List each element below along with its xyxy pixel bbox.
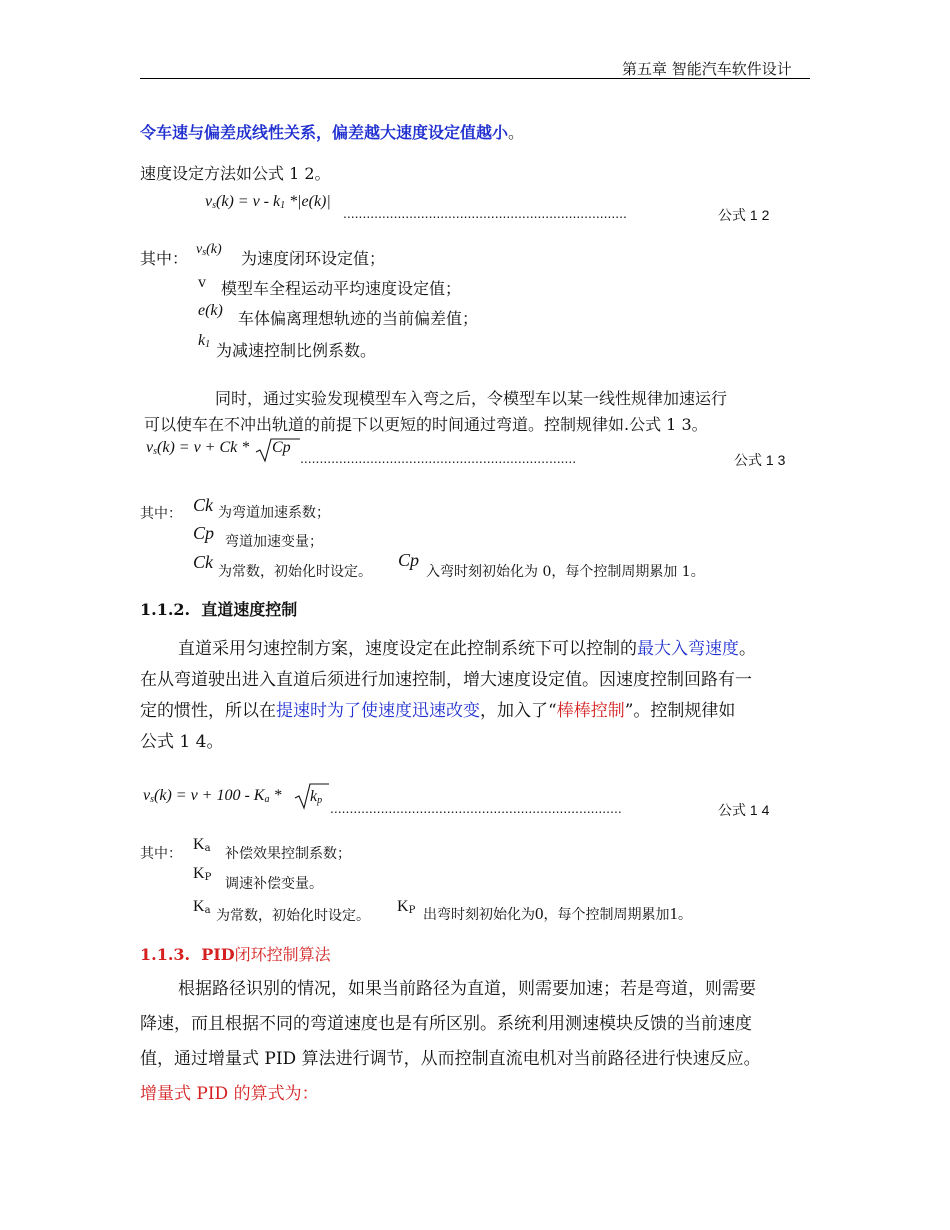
kp2-desc-a: 出弯时刻初始化为 xyxy=(423,907,535,923)
ka-desc: 补偿效果控制系数； xyxy=(225,846,351,862)
para3-line1: 根据路径识别的情况，如果当前路径为直道，则需要加速；若是弯道，则需要 xyxy=(178,979,756,999)
vs-sub: s xyxy=(202,247,207,258)
kp2-desc xyxy=(423,904,692,924)
kp2-one: 1 xyxy=(669,904,678,923)
section-112-heading xyxy=(140,597,297,620)
section-112-title: 直道速度控制 xyxy=(201,600,298,619)
ck-symbol: Ck xyxy=(193,495,213,515)
eq12-k-sub: 1 xyxy=(280,200,286,211)
method-line: 速度设定方法如公式 1 2。 xyxy=(140,164,331,183)
para3-line3: 值，通过增量式 PID 算法进行调节，从而控制直流电机对当前路径进行快速反应。 xyxy=(140,1049,761,1069)
eq12-leader: ......................................................................... xyxy=(343,205,627,221)
eq14-mul: * xyxy=(269,787,282,804)
v-symbol: v xyxy=(198,274,206,291)
para1-line2: 可以使车在不冲出轨道的前提下以更短的时间通过弯道。控制规律如.公式 1 3。 xyxy=(144,415,708,434)
section-112-number: 1.1.2. xyxy=(140,600,191,619)
eq14-ka-sub: a xyxy=(264,794,270,805)
where1-vs-row xyxy=(196,238,222,258)
kp2-desc-b: ，每个控制周期累加 xyxy=(543,907,670,923)
para2-l1b: 最大入弯速度 xyxy=(637,639,739,659)
eq14-lhs-sub: s xyxy=(150,794,155,805)
k-desc: 为减速控制比例系数。 xyxy=(216,341,377,360)
vs-desc: 为速度闭环设定值； xyxy=(241,249,386,268)
eq12-rhs: *|e(k)| xyxy=(285,193,331,210)
ka2-sub: a xyxy=(204,905,211,916)
eq14-leader: ........................................................................... xyxy=(330,800,622,816)
eq13-lhs-sub: s xyxy=(153,446,158,457)
ka2-symbol: K xyxy=(193,898,205,915)
eq14-root-sub: p xyxy=(317,795,323,806)
eq13-rhs: (k) = v + Ck * xyxy=(157,439,250,456)
ck2-desc: 为常数，初始化时设定。 xyxy=(218,564,372,580)
kp2-end: 。 xyxy=(678,907,692,923)
para2-l1c: 。 xyxy=(739,639,756,659)
ka2-row xyxy=(193,896,211,916)
kp2-row xyxy=(397,896,415,916)
equation-12 xyxy=(205,191,331,211)
equation-13 xyxy=(146,437,249,457)
intro-line xyxy=(140,120,524,143)
where1-intro: 其中： xyxy=(140,249,189,268)
cp-symbol: Cp xyxy=(193,523,215,543)
para2-l3b: 提速时为了使速度迅速改变 xyxy=(276,701,480,721)
cp2-symbol: Cp xyxy=(398,550,420,570)
eq14-root: k xyxy=(310,788,318,805)
para2-line4: 公式 1 4。 xyxy=(140,732,224,752)
para2-line1 xyxy=(178,635,756,664)
kp-symbol: K xyxy=(193,865,205,882)
cp2-desc: 入弯时刻初始化为 0，每个控制周期累加 1。 xyxy=(426,564,705,580)
kp2-symbol: K xyxy=(397,898,409,915)
e-symbol: e(k) xyxy=(198,302,223,319)
eq14-label: 公式 1 4 xyxy=(718,802,770,818)
ka-symbol: K xyxy=(193,836,205,853)
where2-intro: 其中： xyxy=(140,506,182,522)
para2-l3e: ”。控制规律如 xyxy=(624,701,736,721)
cp-desc: 弯道加速变量； xyxy=(225,534,323,550)
header-rule xyxy=(140,78,810,79)
eq14-lhs: v xyxy=(143,787,151,804)
eq12-lhs: v xyxy=(205,193,213,210)
section-113-title: 闭环控制算法 xyxy=(234,945,331,964)
eq12-lhs-sub: s xyxy=(212,200,217,211)
para2-l1a: 直道采用匀速控制方案，速度设定在此控制系统下可以控制的 xyxy=(178,639,637,659)
vs-arg: (k) xyxy=(206,242,222,257)
k-symbol: k xyxy=(198,332,206,349)
eq12-label: 公式 1 2 xyxy=(718,207,770,223)
para3-line2: 降速，而且根据不同的弯道速度也是有所区别。系统利用测速模块反馈的当前速度 xyxy=(140,1014,752,1034)
para3-line4: 增量式 PID 的算式为： xyxy=(140,1084,319,1104)
intro-text: 令车速与偏差成线性关系，偏差越大速度设定值越小 xyxy=(140,123,509,142)
eq14-root-group xyxy=(310,786,322,806)
ck-desc: 为弯道加速系数； xyxy=(218,505,330,521)
k-row xyxy=(198,330,210,350)
ka-sub: a xyxy=(204,843,211,854)
kp-desc: 调速补偿变量。 xyxy=(225,876,323,892)
where3-intro: 其中： xyxy=(140,846,182,862)
kp-sub: P xyxy=(204,872,212,883)
para2-l3a: 定的惯性，所以在 xyxy=(140,701,276,721)
kp2-sub: P xyxy=(408,905,416,916)
para2-l3c: ，加入了“ xyxy=(480,701,557,721)
para1-line1: 同时，通过实验发现模型车入弯之后，令模型车以某一线性规律加速运行 xyxy=(215,389,728,408)
eq13-leader: ....................................................................... xyxy=(300,450,577,466)
vs-symbol: v xyxy=(196,242,203,257)
ck2-symbol: Ck xyxy=(193,552,213,572)
kp-row xyxy=(193,863,211,883)
ka2-desc: 为常数，初始化时设定。 xyxy=(216,908,370,924)
eq13-lhs: v xyxy=(146,439,154,456)
kp2-zero: 0 xyxy=(535,904,544,923)
k-sub: 1 xyxy=(205,339,211,350)
eq12-lhs-arg: (k) = v - k xyxy=(216,193,281,210)
eq13-label: 公式 1 3 xyxy=(734,452,786,468)
e-desc: 车体偏离理想轨迹的当前偏差值； xyxy=(238,309,479,328)
section-113-number: 1.1.3. xyxy=(140,945,191,964)
section-113-pid: PID xyxy=(201,945,235,964)
v-desc: 模型车全程运动平均速度设定值； xyxy=(221,279,462,298)
equation-14 xyxy=(143,785,281,805)
section-113-heading xyxy=(140,942,331,965)
intro-dot: 。 xyxy=(508,123,525,142)
eq13-root: Cp xyxy=(272,439,291,456)
ka-row xyxy=(193,834,211,854)
chapter-header: 第五章 智能汽车软件设计 xyxy=(622,60,792,78)
para2-line3 xyxy=(140,697,735,726)
para2-l3d: 棒棒控制 xyxy=(556,701,625,721)
eq14-rhs: (k) = v + 100 - K xyxy=(154,787,265,804)
para2-line2: 在从弯道驶出进入直道后须进行加速控制，增大速度设定值。因速度控制回路有一 xyxy=(140,670,752,690)
